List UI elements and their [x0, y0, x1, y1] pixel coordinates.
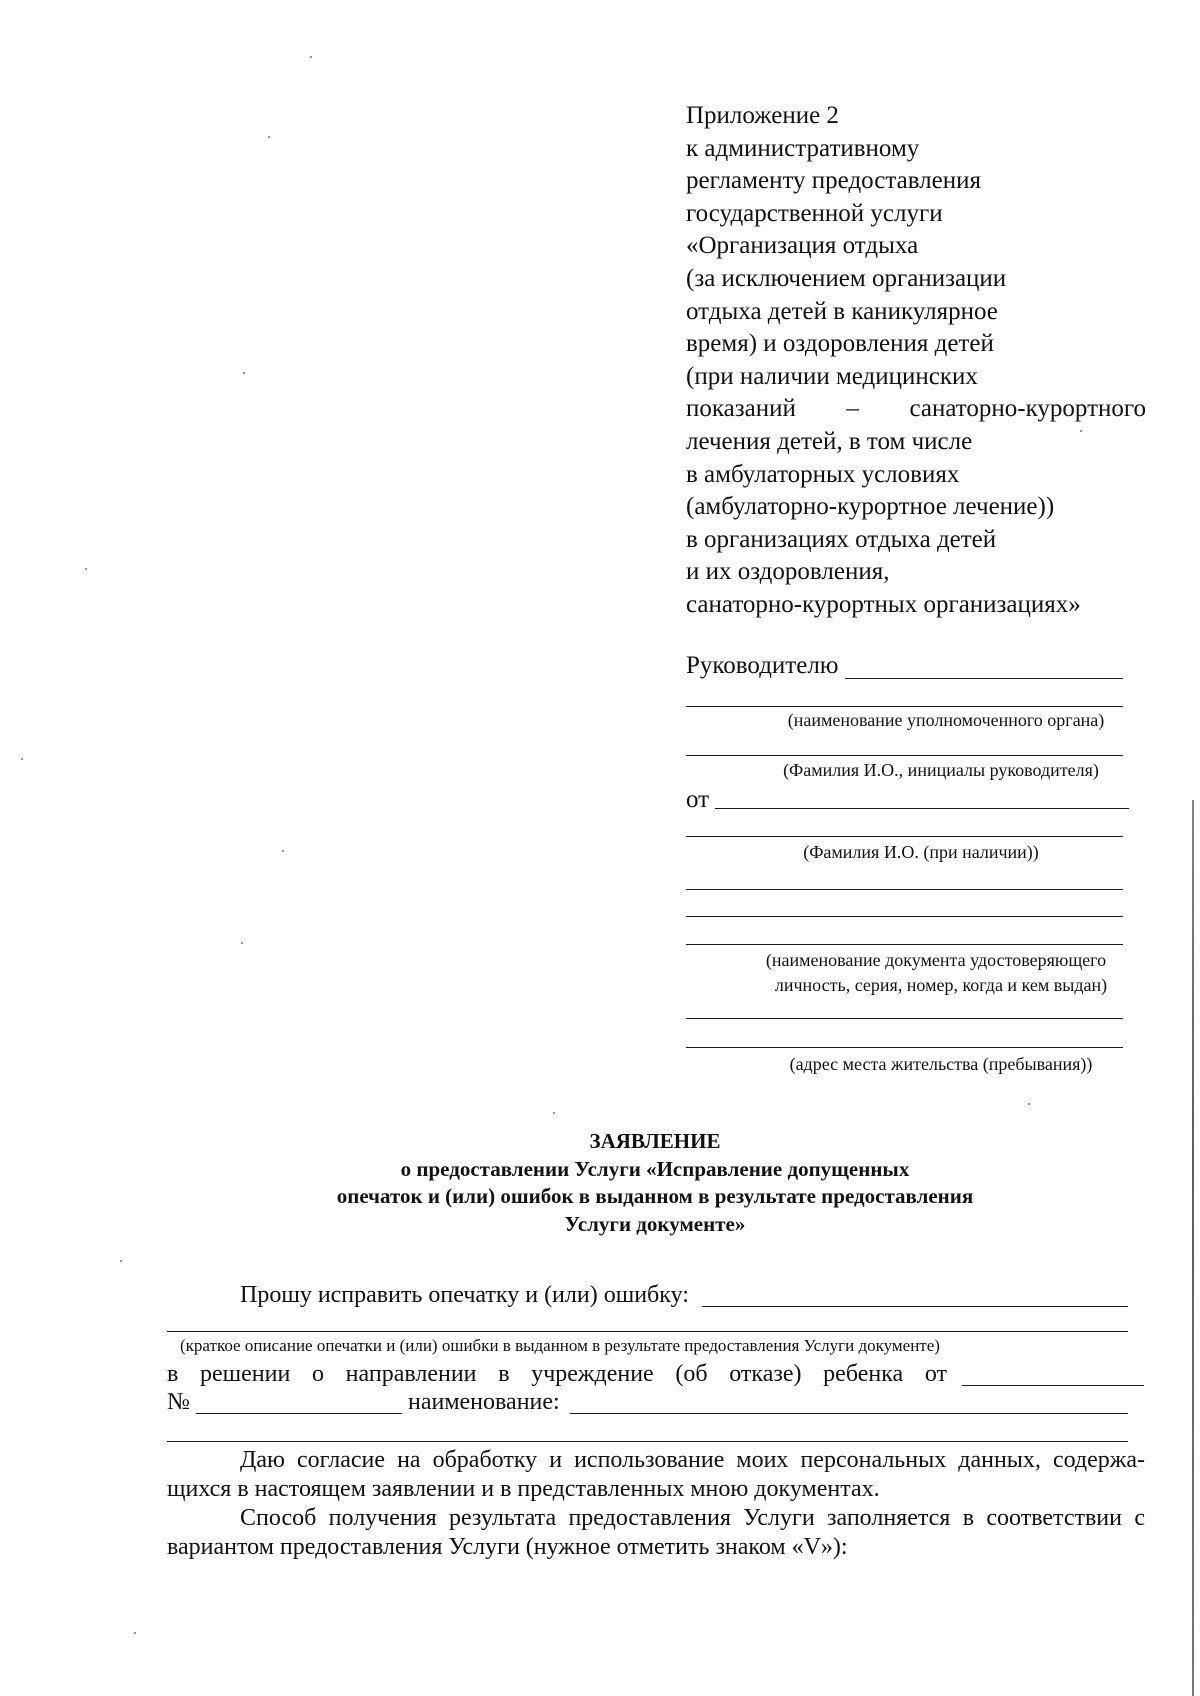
id-document-caption-2: личность, серия, номер, когда и кем выдан) [774, 975, 1108, 995]
scan-speck [268, 136, 270, 138]
appendix-line: (амбулаторно-курортное лечение)) [686, 493, 1055, 521]
consent-line-1: Даю согласие на обработку и использование моих персональных данных, содержа- [240, 1447, 1145, 1473]
scan-speck [21, 758, 23, 760]
applicant-name-field[interactable] [715, 808, 1129, 809]
appendix-line: государственной услуги [686, 199, 943, 227]
title-sub-line: опечаток и (или) ошибок в выданном в результате предоставления [336, 1184, 974, 1208]
scan-edge-mark [1192, 800, 1194, 1696]
method-line-1: Способ получения результата предоставления Услуги заполняется в соответствии с [240, 1505, 1145, 1531]
scan-speck [134, 1632, 136, 1634]
error-description-field[interactable] [702, 1306, 1128, 1307]
method-line-2: вариантом предоставления Услуги (нужное отметить знаком «V»): [167, 1534, 848, 1560]
appendix-line: Приложение 2 [686, 102, 839, 129]
appendix-line: к административному [686, 134, 920, 162]
head-name-field[interactable] [845, 678, 1123, 679]
scan-speck [553, 1112, 555, 1114]
application-title [170, 1128, 1140, 1238]
id-document-field-1[interactable] [686, 889, 1123, 890]
scan-speck [243, 372, 245, 374]
id-document-caption-1: (наименование документа удостоверяющего [765, 950, 1107, 970]
appendix-line: время) и оздоровления детей [686, 330, 994, 358]
applicant-name-field-2[interactable] [686, 836, 1123, 837]
scan-speck [282, 850, 284, 852]
scan-speck [241, 942, 243, 944]
appendix-line: регламенту предоставления [686, 167, 982, 195]
appendix-line: лечения детей, в том числе [686, 427, 973, 455]
consent-line-2: щихся в настоящем заявлении и в представленных мною документах. [167, 1476, 880, 1502]
request-label: Прошу исправить опечатку и (или) ошибку: [240, 1282, 689, 1308]
document-name-field[interactable] [570, 1413, 1128, 1414]
decision-line: в решении о направлении в учреждение (об отказе) ребенка от [167, 1361, 947, 1387]
id-document-field-3[interactable] [686, 944, 1123, 945]
to-head-label: Руководителю [686, 652, 839, 679]
appendix-line: отдыха детей в каникулярное [686, 297, 998, 325]
scan-speck [120, 1260, 122, 1262]
appendix-header [686, 100, 1156, 622]
number-sign: № [167, 1389, 190, 1415]
head-initials-field[interactable] [686, 755, 1123, 756]
address-field-1[interactable] [686, 1018, 1123, 1019]
appendix-line: в амбулаторных условиях [686, 460, 960, 488]
address-field-2[interactable] [686, 1047, 1123, 1048]
from-label: от [686, 786, 710, 813]
authority-caption: (наименование уполномоченного органа) [787, 710, 1105, 730]
decision-date-field[interactable] [962, 1385, 1144, 1386]
error-description-field-2[interactable] [167, 1331, 1128, 1332]
title-sub-line: Услуги документе» [564, 1211, 746, 1236]
title-main: ЗАЯВЛЕНИЕ [589, 1129, 721, 1153]
id-document-field-2[interactable] [686, 916, 1123, 917]
appendix-line: «Организация отдыха [686, 232, 919, 260]
head-initials-caption: (Фамилия И.О., инициалы руководителя) [783, 760, 1099, 780]
name-label: наименование: [408, 1389, 560, 1415]
document-name-field-2[interactable] [167, 1441, 1128, 1442]
authority-name-field[interactable] [686, 706, 1123, 707]
title-sub-line: о предоставлении Услуги «Исправление допущенных [400, 1156, 910, 1181]
appendix-line: в организациях отдыха детей [686, 525, 997, 553]
scan-speck [1028, 1103, 1030, 1105]
appendix-line: (за исключением организации [686, 264, 1007, 292]
applicant-caption: (Фамилия И.О. (при наличии)) [803, 842, 1039, 862]
scan-speck [310, 56, 312, 58]
appendix-line: показаний – санаторно-курортного [686, 395, 1146, 423]
scan-speck [1080, 430, 1082, 432]
appendix-line: санаторно-курортных организациях» [686, 590, 1081, 618]
error-caption: (краткое описание опечатки и (или) ошибки в выданном в результате предоставления Услуги документе) [180, 1336, 940, 1355]
address-caption: (адрес места жительства (пребывания)) [789, 1054, 1093, 1074]
decision-number-field[interactable] [196, 1413, 402, 1414]
scan-speck [85, 568, 87, 570]
appendix-line: (при наличии медицинских [686, 362, 978, 390]
appendix-line: и их оздоровления, [686, 558, 890, 586]
